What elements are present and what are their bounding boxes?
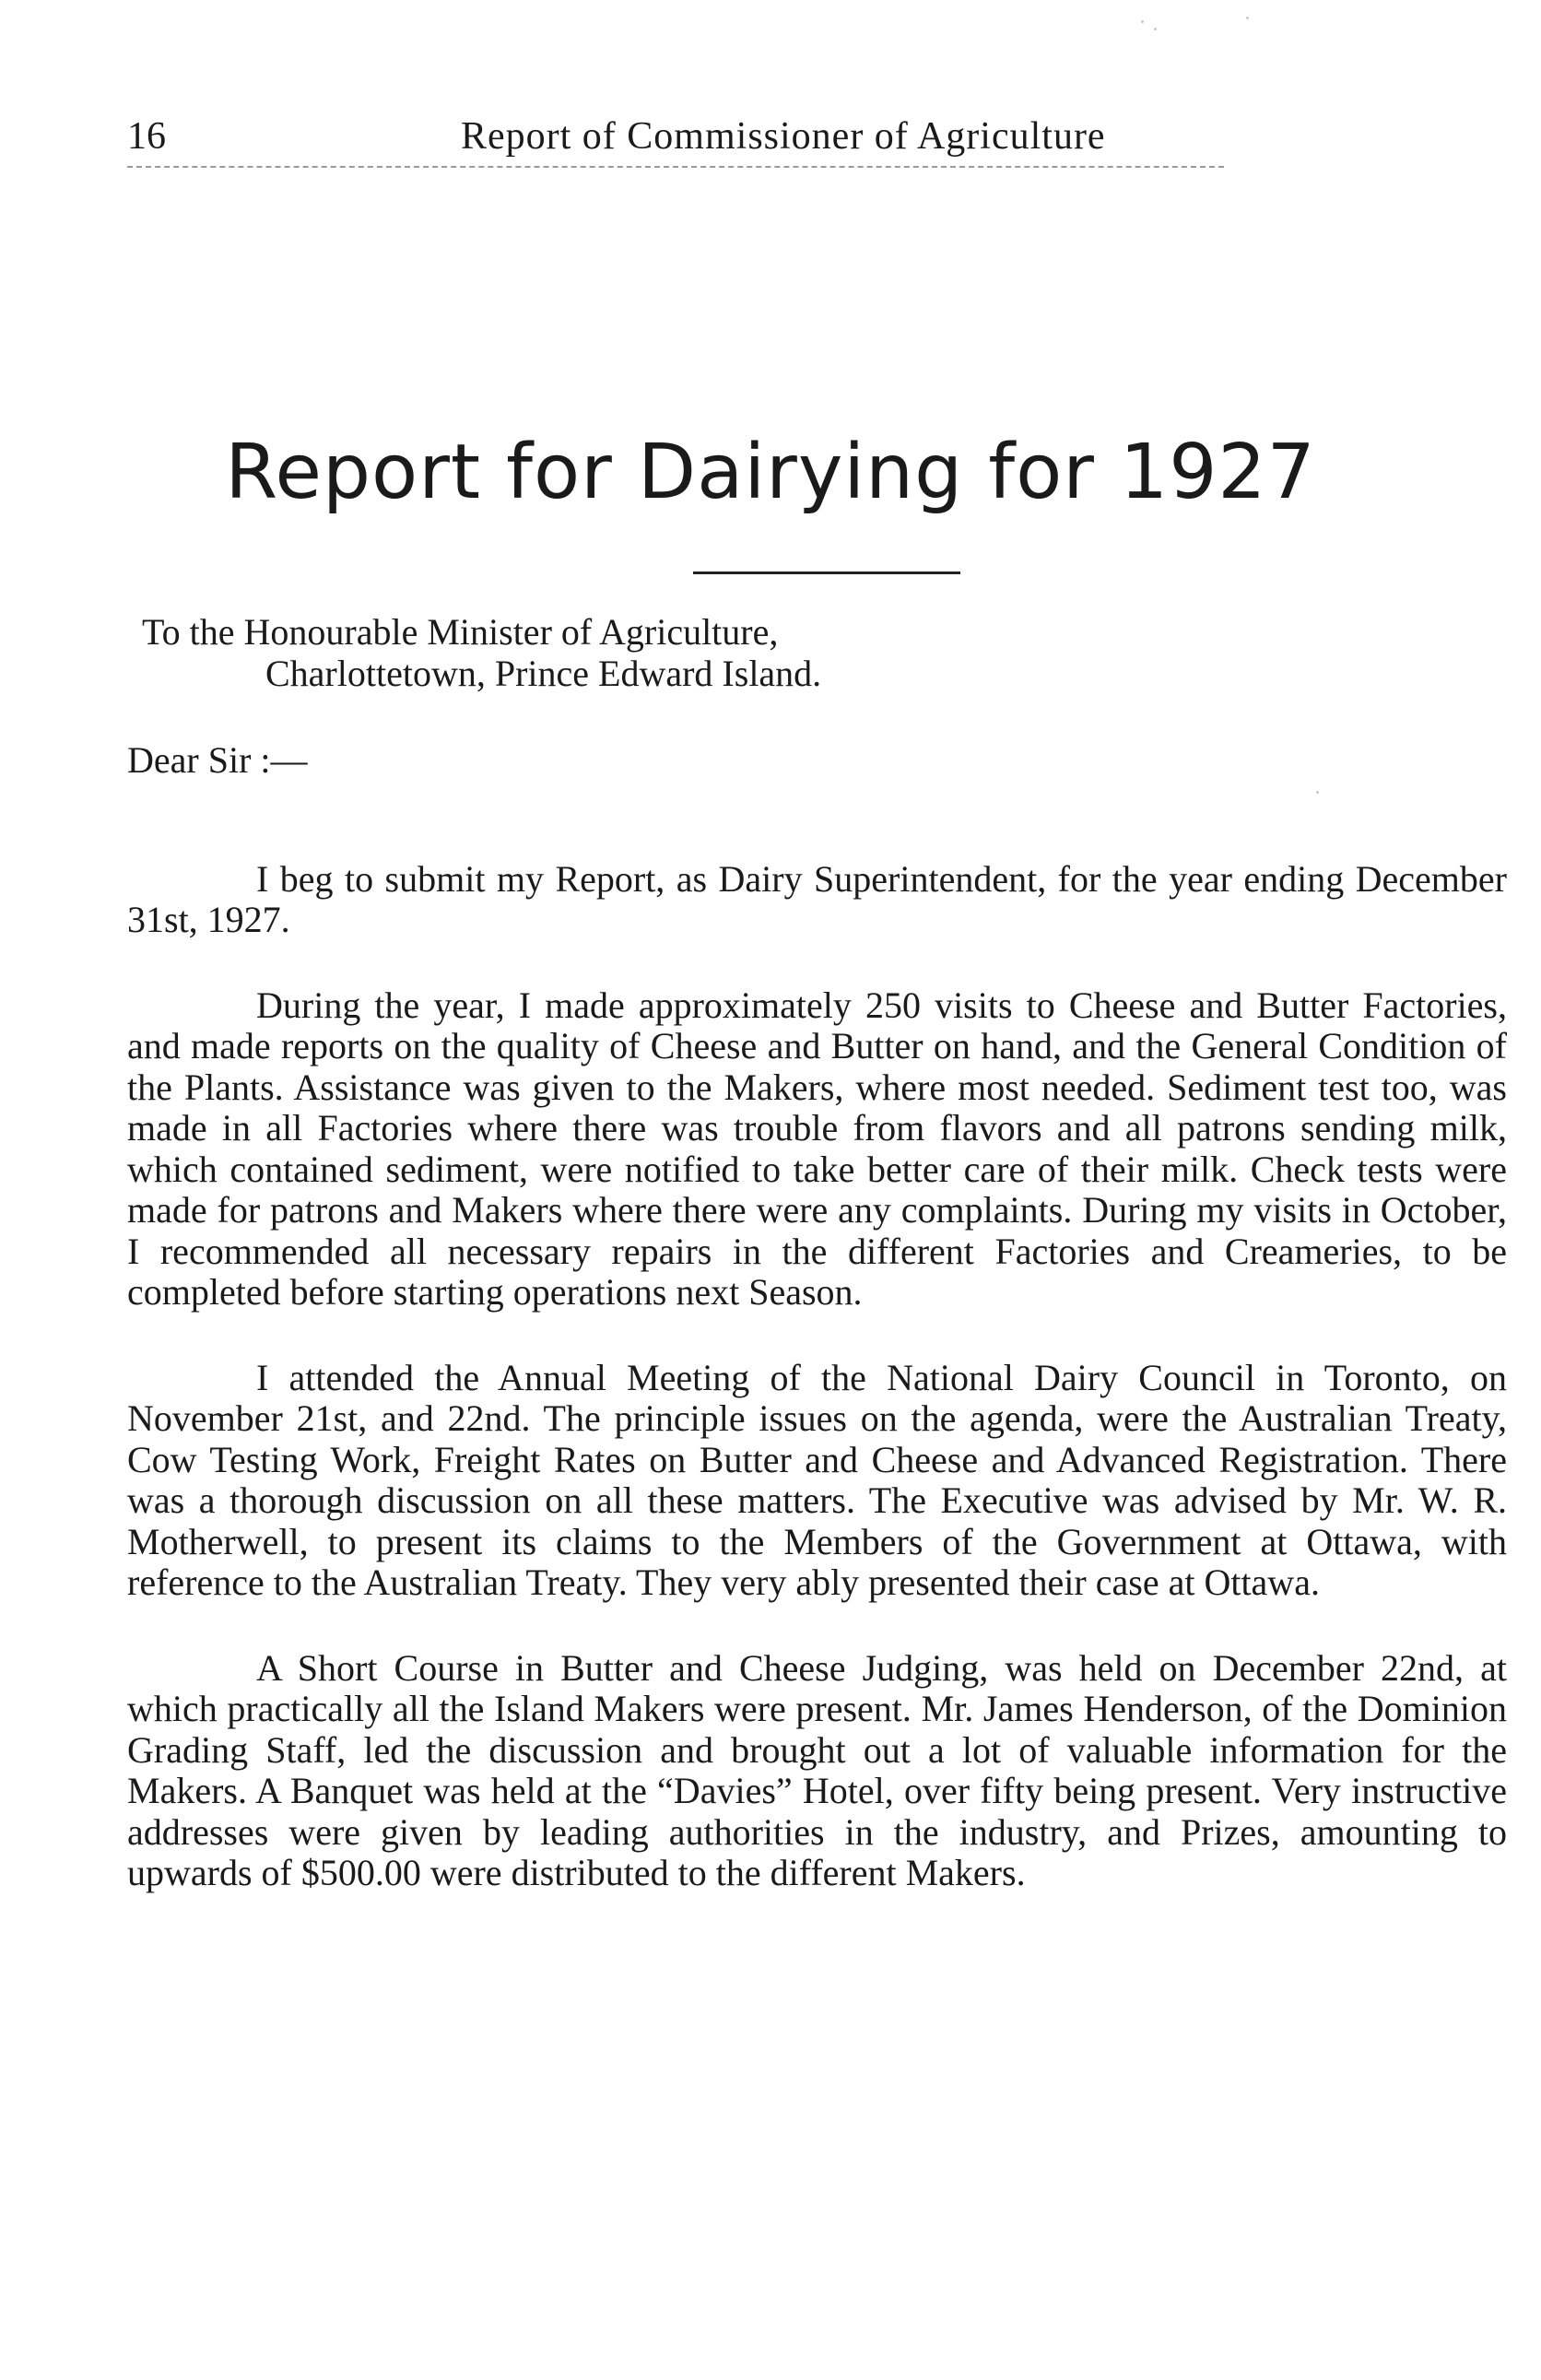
running-title: Report of Commissioner of Agriculture: [461, 115, 1106, 158]
address-line-1: To the Honourable Minister of Agriculture,: [142, 611, 779, 653]
salutation: Dear Sir :—: [127, 739, 308, 781]
paper-speck: [1246, 17, 1249, 19]
paper-speck: [1141, 20, 1144, 23]
paragraph-1: I beg to submit my Report, as Dairy Superintendent, for the year ending December 31st, 1927.: [127, 857, 1507, 940]
header-rule: [127, 166, 1224, 168]
paper-speck: [1316, 791, 1319, 794]
page-number: 16: [127, 115, 166, 158]
paragraph-4: A Short Course in Butter and Cheese Judging, was held on December 22nd, at which practically all the Island Makers were present. Mr. James Henderson, of the Dominion Grading Staff, led the discussion and brought out a lot of valuable information for the Makers. A Banquet was held at the “Davies” Hotel, over fifty being present. Very instructive addresses were given by leading authorities in the industry, and Prizes, amounting to upwards of $500.00 were distributed to the different Makers.: [127, 1646, 1507, 1893]
letter-body: [127, 612, 1510, 1894]
paper-speck: [1154, 28, 1157, 30]
running-header: [127, 109, 1224, 164]
paragraph-2: During the year, I made approximately 250 visits to Cheese and Butter Factories, and made reports on the quality of Cheese and Butter on hand, and the General Condition of the Plants. Assistance was given to the Makers, where most needed. Sediment test too, was made in all Factories where there was trouble from flavors and all patrons sending milk, which contained sediment, were notified to take better care of their milk. Check tests were made for patrons and Makers where there were any complaints. During my visits in October, I recommended all necessary repairs in the different Factories and Creameries, to be completed before starting operations next Season.: [127, 984, 1507, 1313]
paragraph-3: I attended the Annual Meeting of the National Dairy Council in Toronto, on November 21st, and 22nd. The principle issues on the agenda, were the Australian Treaty, Cow Testing Work, Freight Rates on Butter and Cheese and Advanced Registration. There was a thorough discussion on all these matters. The Executive was advised by Mr. W. R. Motherwell, to present its claims to the Members of the Government at Ottawa, with reference to the Australian Treaty. They very ably presented their case at Ottawa.: [127, 1356, 1507, 1603]
address-line-2: Charlottetown, Prince Edward Island.: [265, 652, 822, 694]
page-title: Report for Dairying for 1927: [225, 429, 1316, 516]
title-rule: [693, 571, 960, 574]
